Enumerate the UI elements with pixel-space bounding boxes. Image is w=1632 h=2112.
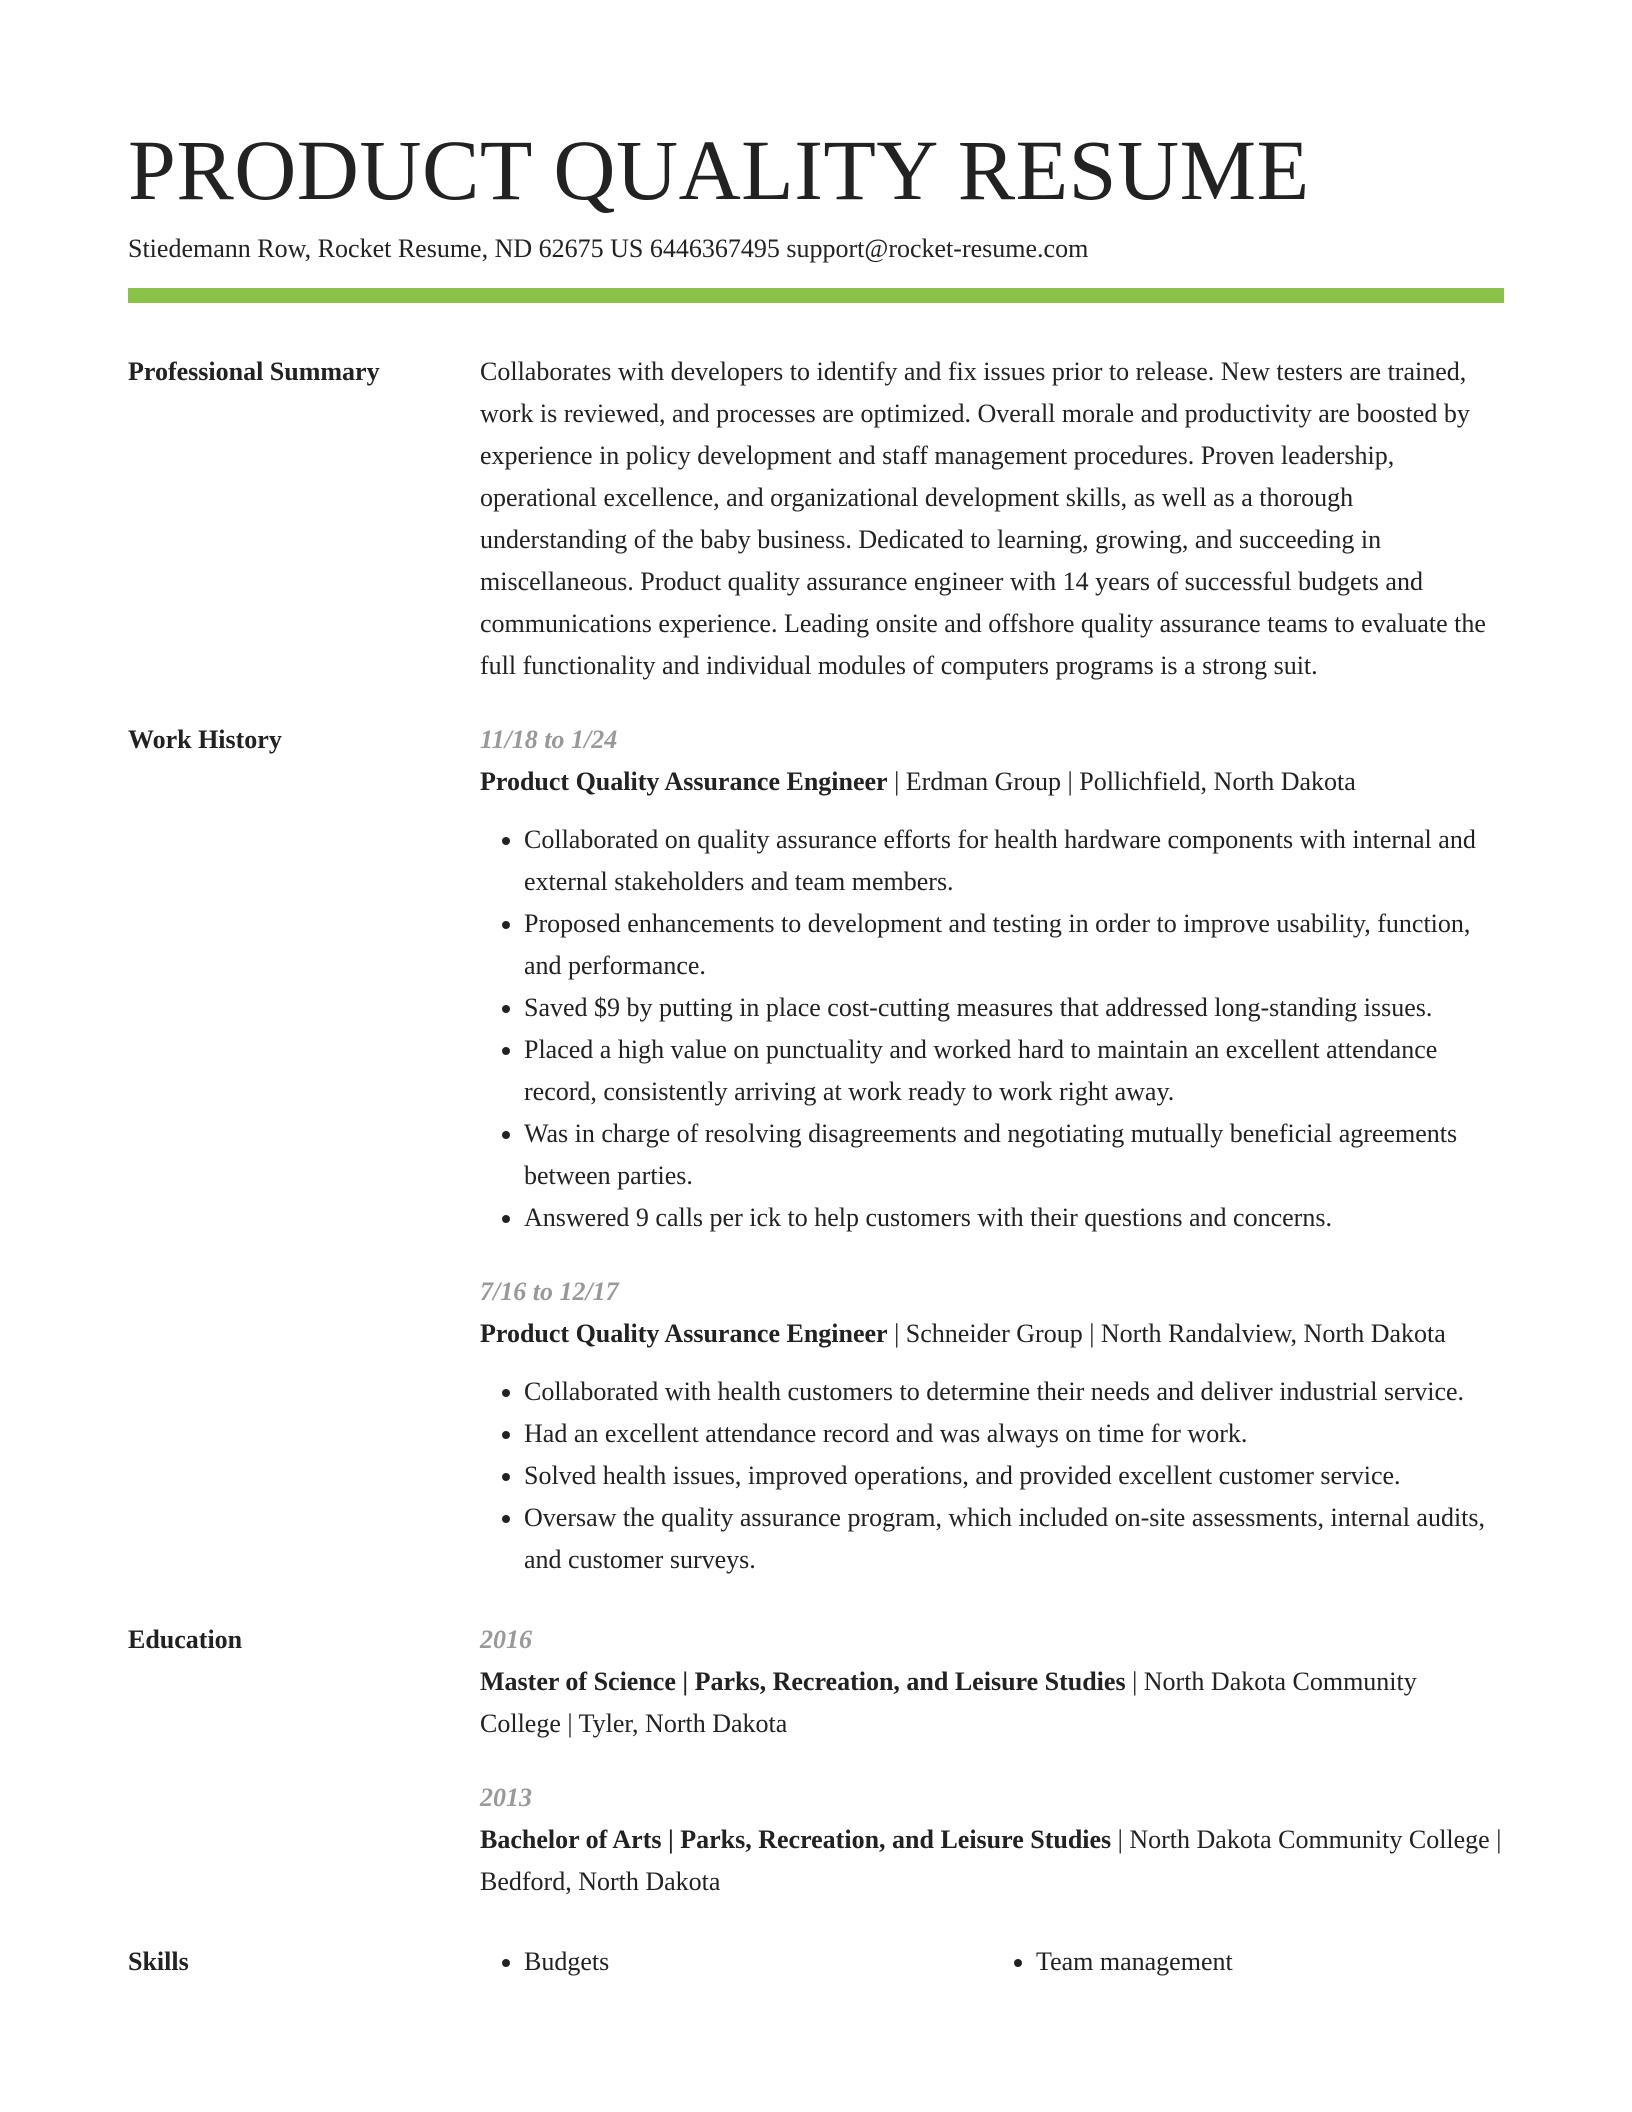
list-item: • Proposed enhancements to development and testing in order to improve usability, function, and performance.: [524, 903, 1504, 987]
education-year: 2016: [480, 1625, 532, 1654]
list-item: • Budgets: [524, 1941, 992, 1983]
job-entry: [480, 719, 1504, 1239]
skills-grid: [480, 1941, 1504, 1983]
job-title: Product Quality Assurance Engineer: [480, 1319, 888, 1348]
job-dates: 11/18 to 1/24: [480, 725, 618, 754]
resume-page: [128, 118, 1504, 1983]
education-year: 2013: [480, 1783, 532, 1812]
skills-column-left: [480, 1941, 992, 1983]
job-dates: 7/16 to 12/17: [480, 1277, 619, 1306]
education-list: [480, 1619, 1504, 1903]
list-item: • Placed a high value on punctuality and worked hard to maintain an excellent attendance record, consistently arriving at work ready to work right away.: [524, 1029, 1504, 1113]
list-item: • Collaborated on quality assurance efforts for health hardware components with internal and external stakeholders and team members.: [524, 819, 1504, 903]
job-title-line: [480, 761, 1504, 803]
section-label: Professional Summary: [128, 357, 380, 386]
job-employer: | Schneider Group | North Randalview, North Dakota: [887, 1319, 1446, 1348]
education-entry: [480, 1619, 1504, 1745]
section-label: Education: [128, 1625, 243, 1654]
list-item: • Was in charge of resolving disagreements and negotiating mutually beneficial agreements between parties.: [524, 1113, 1504, 1197]
contact-info: Stiedemann Row, Rocket Resume, ND 62675 US 6446367495 support@rocket-resume.com: [128, 234, 1089, 263]
job-entry: [480, 1271, 1504, 1581]
degree: Bachelor of Arts | Parks, Recreation, and Leisure Studies: [480, 1825, 1112, 1854]
education-line: [480, 1661, 1504, 1745]
resume-title: PRODUCT QUALITY RESUME: [128, 122, 1310, 218]
school: | North Dakota Community College | Bedford, North Dakota: [480, 1825, 1502, 1896]
work-history-list: [480, 719, 1504, 1581]
skills-section: [128, 1941, 1504, 1983]
header-divider: [128, 288, 1504, 303]
list-item: • Oversaw the quality assurance program, which included on-site assessments, internal audits, and customer surveys.: [524, 1497, 1504, 1581]
job-title-line: [480, 1313, 1504, 1355]
job-employer: | Erdman Group | Pollichfield, North Dakota: [887, 767, 1356, 796]
work-history-section: [128, 719, 1504, 1581]
list-item: • Saved $9 by putting in place cost-cutting measures that addressed long-standing issues.: [524, 987, 1504, 1029]
job-bullets: [480, 1371, 1504, 1581]
skills-column-right: [992, 1941, 1504, 1983]
summary-text: Collaborates with developers to identify and fix issues prior to release. New testers are trained, work is reviewed, and processes are optimized. Overall morale and productivity are boosted by experience in policy development and staff management procedures. Proven leadership, operational excellence, and organizational development skills, as well as a thorough understanding of the baby business. Dedicated to learning, growing, and succeeding in miscellaneous. Product quality assurance engineer with 14 years of successful budgets and communications experience. Leading onsite and offshore quality assurance teams to evaluate the full functionality and individual modules of computers programs is a strong suit.: [480, 357, 1486, 680]
job-bullets: [480, 819, 1504, 1239]
degree: Master of Science | Parks, Recreation, and Leisure Studies: [480, 1667, 1126, 1696]
job-title: Product Quality Assurance Engineer: [480, 767, 888, 796]
section-label: Work History: [128, 725, 282, 754]
education-line: [480, 1819, 1504, 1903]
list-item: • Answered 9 calls per ick to help customers with their questions and concerns.: [524, 1197, 1504, 1239]
education-entry: [480, 1777, 1504, 1903]
education-section: [128, 1619, 1504, 1903]
list-item: • Team management: [1036, 1941, 1504, 1983]
summary-section: [128, 351, 1504, 687]
section-label: Skills: [128, 1947, 189, 1976]
school: | North Dakota Community College | Tyler, North Dakota: [480, 1667, 1417, 1738]
list-item: • Solved health issues, improved operations, and provided excellent customer service.: [524, 1455, 1504, 1497]
list-item: • Collaborated with health customers to determine their needs and deliver industrial service.: [524, 1371, 1504, 1413]
list-item: • Had an excellent attendance record and was always on time for work.: [524, 1413, 1504, 1455]
